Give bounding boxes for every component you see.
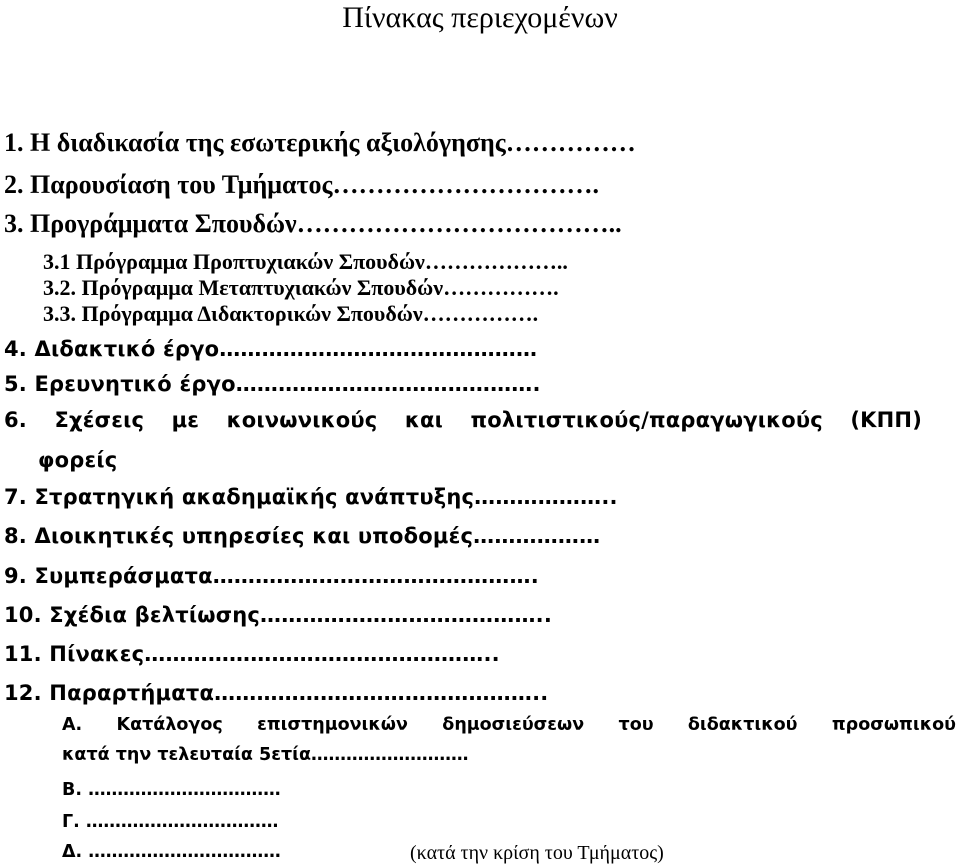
toc-entry-6: 6. Σχέσεις με κοινωνικούς και πολιτιστικούς/παραγωγικούς (ΚΠΠ): [4, 408, 922, 432]
toc-title: Πίνακας περιεχομένων: [342, 1, 618, 34]
toc-appendix-d: Δ. ……………………………: [62, 842, 281, 862]
toc-appendix-b: Β. ……………………………: [62, 780, 281, 800]
toc-entry-2: 2. Παρουσίαση του Τμήματος………………………….: [4, 170, 599, 199]
toc-entry-9: 9. Συμπεράσματα……………………………………….: [4, 564, 539, 588]
toc-appendix-a: Α. Κατάλογος επιστημονικών δημοσιεύσεων του διδακτικού προσωπικού: [62, 715, 956, 735]
toc-appendix-c: Γ. ……………………………: [62, 812, 279, 832]
toc-entry-11: 11. Πίνακες…………………………………………..: [4, 642, 500, 666]
toc-entry-3-3: 3.3. Πρόγραμμα Διδακτορικών Σπουδών…………….: [43, 301, 539, 326]
toc-entry-12: 12. Παραρτήματα………………………………………..: [4, 681, 549, 705]
toc-entry-6-cont: φορείς: [38, 448, 118, 472]
toc-entry-1: 1. Η διαδικασία της εσωτερικής αξιολόγησης……………: [4, 128, 636, 157]
toc-appendix-d-note: (κατά την κρίση του Τμήματος): [410, 842, 664, 864]
toc-entry-7: 7. Στρατηγική ακαδημαϊκής ανάπτυξης………………..: [4, 485, 618, 509]
toc-entry-3-2: 3.2. Πρόγραμμα Μεταπτυχιακών Σπουδών…………….: [43, 275, 559, 300]
toc-appendix-a-cont: κατά την τελευταία 5ετία………………………: [62, 745, 469, 765]
toc-entry-4: 4. Διδακτικό έργο………………………………………: [4, 337, 538, 361]
toc-entry-3: 3. Προγράμματα Σπουδών………………………………..: [4, 209, 622, 238]
toc-entry-8: 8. Διοικητικές υπηρεσίες και υποδομές………………: [4, 524, 601, 548]
toc-entry-3-1: 3.1 Πρόγραμμα Προπτυχιακών Σπουδών………………..: [43, 249, 568, 274]
toc-entry-5: 5. Ερευνητικό έργο…………………………………….: [4, 372, 541, 396]
toc-entry-10: 10. Σχέδια βελτίωσης…………………………………..: [4, 603, 552, 627]
